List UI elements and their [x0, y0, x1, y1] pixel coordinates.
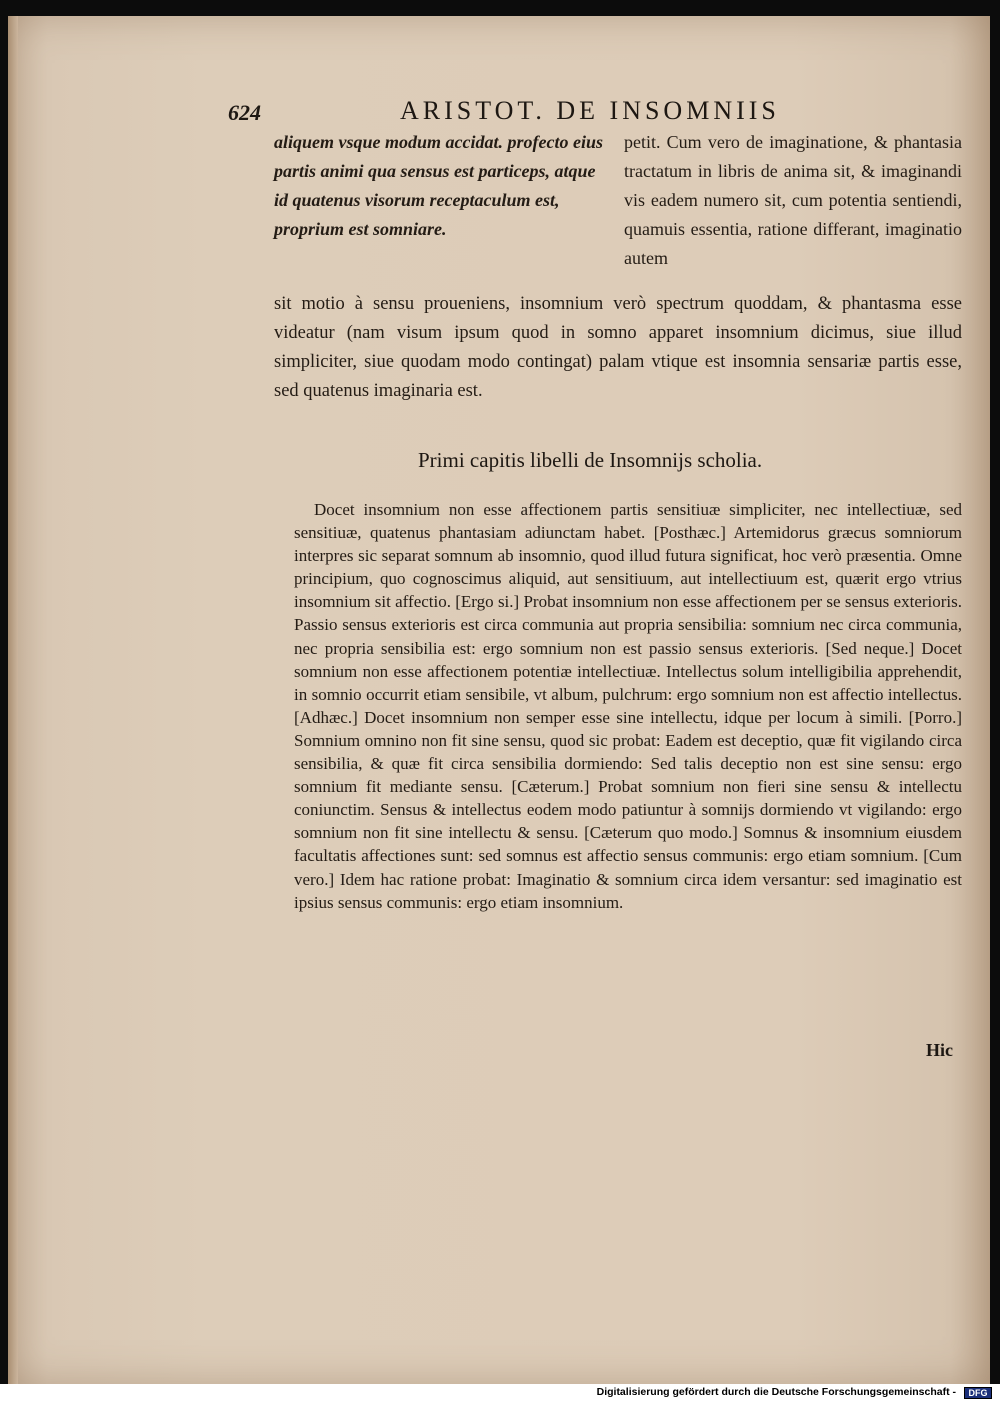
aristotle-text-continuation: sit motio à sensu proueniens, insomnium verò spectrum quoddam, & phantasma esse videatur (nam visum ipsum quod in somno apparet insomnium dicimus, siue illud simpliciter, siue quodam modo contingat) palam vtique est insomnia sensariæ partis esse, sed quatenus imaginaria est. — [274, 294, 962, 401]
page-edge — [8, 16, 18, 1384]
catchword: Hic — [926, 1040, 953, 1060]
dfg-logo: DFG — [964, 1387, 992, 1399]
aristotle-text-right-column: petit. Cum vero de imaginatione, & phantasia tractatum in libris de anima sit, & imaginandi vis eadem numero sit, cum potentia sentiendi, quamuis essentia, ratione differant, imaginatio autem — [624, 132, 962, 268]
scholia-commentary: Docet insomnium non esse affectionem partis sensitiuæ simpliciter, nec intellectiuæ, sed sensitiuæ, quatenus phantasiam adiunctam habet. [Posthæc.] Artemidorus græcus somniorum interpres sic separat somnum ab insomnio, quod illud futura significat, hoc verò præsentia. Omne principium, quo cognoscimus aliquid, aut sensitiuum, aut intellectiuum est, quærit ergo vtrius insomnium sit affectio. [Ergo si.] Probat insomnium non esse affectionem per se sensus exterioris. Passio sensus exterioris est circa communia aut propria sensibilia: somnium nec circa communia, nec propria sensibilia est: ergo somnium non est passio sensus exterioris. [Sed neque.] Docet somnium non esse affectionem potentiæ intellectiuæ. Intellectus solum intelligibilia apprehendit, in somnio occurrit etiam sensibile, vt album, pulchrum: ergo somnium non est affectio intellectus. [Adhæc.] Docet insomnium non semper esse sine intellectu, idque per locum à simili. [Porro.] Somnium omnino non fit sine sensu, quod sic probat: Eadem est deceptio, quæ fit vigilando circa sensibilia, & quæ fit circa sensibilia dormiendo: Sed talis deceptio non est sine sensu: ergo somnium fit mediante sensu. [Cæterum.] Probat somnium non fieri sine sensu & intellectu coniunctim. Sensus & intellectus eodem modo patiuntur à somnijs dormiendo vt vigilando: ergo somnium non fit sine intellectu & sensu. [Cæterum quo modo.] Somnus & insomnium eiusdem facultatis affectiones sunt: sed somnus est affectio sensus communis: ergo etiam somnium. [Cum vero.] Idem hac ratione probat: Imaginatio & somnium circa idem versantur: sed imaginatio est ipsius sensus communis: ergo etiam insomnium. — [294, 500, 962, 912]
running-head: ARISTOT. DE INSOMNIIS — [400, 96, 780, 125]
scholia-heading: Primi capitis libelli de Insomnijs scholia. — [418, 448, 763, 472]
page-number: 624 — [228, 100, 261, 125]
footer-credit: Digitalisierung gefördert durch die Deutsche Forschungsgemeinschaft - — [596, 1386, 956, 1398]
aristotle-text-left-column: aliquem vsque modum accidat. profecto eius partis animi qua sensus est particeps, atque id quatenus visorum receptaculum est, proprium est somniare. — [274, 132, 603, 239]
